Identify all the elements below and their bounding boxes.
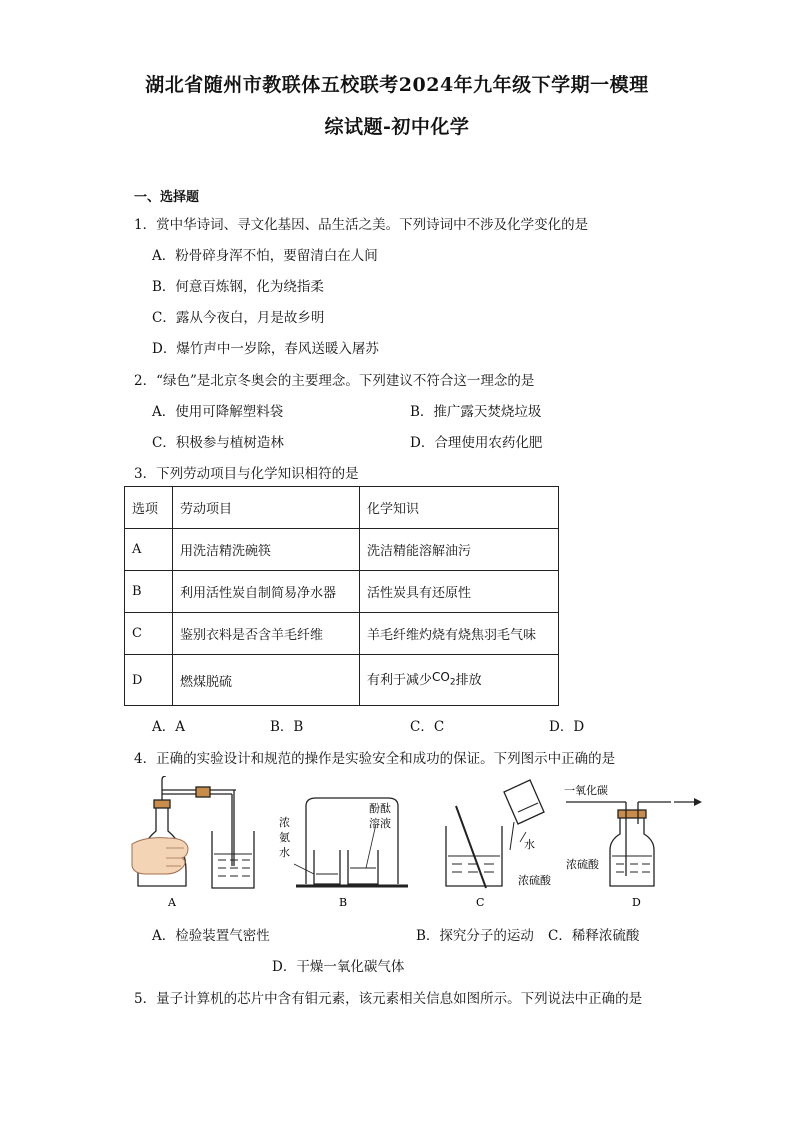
q4-stem: 4．正确的实验设计和规范的操作是实验安全和成功的保证。下列图示中正确的是 [134,751,616,767]
q2-stem: 2．“绿色”是北京冬奥会的主要理念。下列建议不符合这一理念的是 [134,373,535,389]
figure-c-water-label: 水 [524,838,535,851]
q1-option-d: D．爆竹声中一岁除，春风送暖入屠苏 [152,341,379,357]
q1-option-c: C．露从今夜白，月是故乡明 [152,310,325,326]
table-header-cell: 选项 [125,487,173,529]
table-header-cell: 劳动项目 [173,487,360,529]
q1-option-b: B．何意百炼钢，化为绕指柔 [152,279,324,295]
co2-subscript: 2 [449,677,456,688]
table-cell: B [125,571,173,613]
q3-option-d: D．D [549,719,585,735]
q5-stem: 5．量子计算机的芯片中含有钼元素，该元素相关信息如图所示。下列说法中正确的是 [134,991,643,1007]
figure-label-a: A [168,896,176,909]
beaker-a-liquid [214,854,252,876]
table-header-cell: 化学知识 [360,487,559,529]
figure-label-b: B [339,896,348,909]
table-cell-text: 有利于减少 [367,673,433,689]
q2-option-c: C．积极参与植树造林 [152,435,284,451]
q2-option-d: D．合理使用农药化肥 [410,435,543,451]
figure-c [446,780,544,888]
q4-option-d: D．干燥一氧化碳气体 [272,959,405,975]
q1-option-a: A．粉骨碎身浑不怕，要留清白在人间 [152,248,378,264]
doc-title-line1: 湖北省随州市教联体五校联考2024年九年级下学期一模理 [145,74,649,96]
figure-d-acid-label: 浓硫酸 [566,858,599,871]
figure-d-gas-label: 一氧化碳 [564,784,608,797]
q3-option-c: C．C [410,719,445,735]
co2-co: CO [432,670,450,685]
table-cell [360,655,559,706]
q2-option-a: A．使用可降解塑料袋 [152,404,284,420]
table-cell: C [125,613,173,655]
q2-option-b: B．推广露天焚烧垃圾 [410,404,542,420]
hand-icon [132,838,188,874]
table-cell: A [125,529,173,571]
table-row [125,613,559,655]
figure-c-acid-label: 浓硫酸 [518,874,551,887]
q4-figure [126,776,706,916]
q4-option-b: B．探究分子的运动 [416,928,534,944]
q1-stem: 1．赏中华诗词、寻文化基因、品生活之美。下列诗词中不涉及化学变化的是 [134,217,589,233]
figure-d [566,802,694,886]
arrow-icon [694,798,702,806]
table-cell: 燃煤脱硫 [173,655,360,706]
table-cell: 活性炭具有还原性 [360,571,559,613]
figure-b-label-1: 浓 [279,816,290,829]
section-heading: 一、选择题 [134,190,200,205]
figure-b-label-4: 酚酞 [369,802,391,815]
figure-b-label-5: 溶液 [369,817,391,830]
figure-label-c: C [476,896,485,909]
table-row [125,571,559,613]
table-cell: 用洗洁精洗碗筷 [173,529,360,571]
table-row [125,655,559,706]
q4-option-c: C．稀释浓硫酸 [548,928,640,944]
figure-b-label-3: 水 [279,846,290,859]
table-row [125,529,559,571]
co2-formula [432,670,456,688]
table-cell-text: 排放 [455,673,482,689]
table-cell: D [125,655,173,706]
table-cell: 洗洁精能溶解油污 [360,529,559,571]
table-cell: 利用活性炭自制简易净水器 [173,571,360,613]
figure-label-d: D [632,896,641,909]
table-header-row [125,487,559,529]
q4-option-a: A．检验装置气密性 [152,928,270,944]
q3-option-a: A．A [152,719,185,735]
q3-table [124,486,559,706]
table-cell: 鉴别衣料是否含羊毛纤维 [173,613,360,655]
figure-b-label-2: 氨 [279,831,290,844]
table-cell: 羊毛纤维灼烧有烧焦羽毛气味 [360,613,559,655]
doc-title-line2: 综试题-初中化学 [324,116,470,138]
q3-stem: 3．下列劳动项目与化学知识相符的是 [134,466,359,482]
q3-option-b: B．B [270,719,304,735]
